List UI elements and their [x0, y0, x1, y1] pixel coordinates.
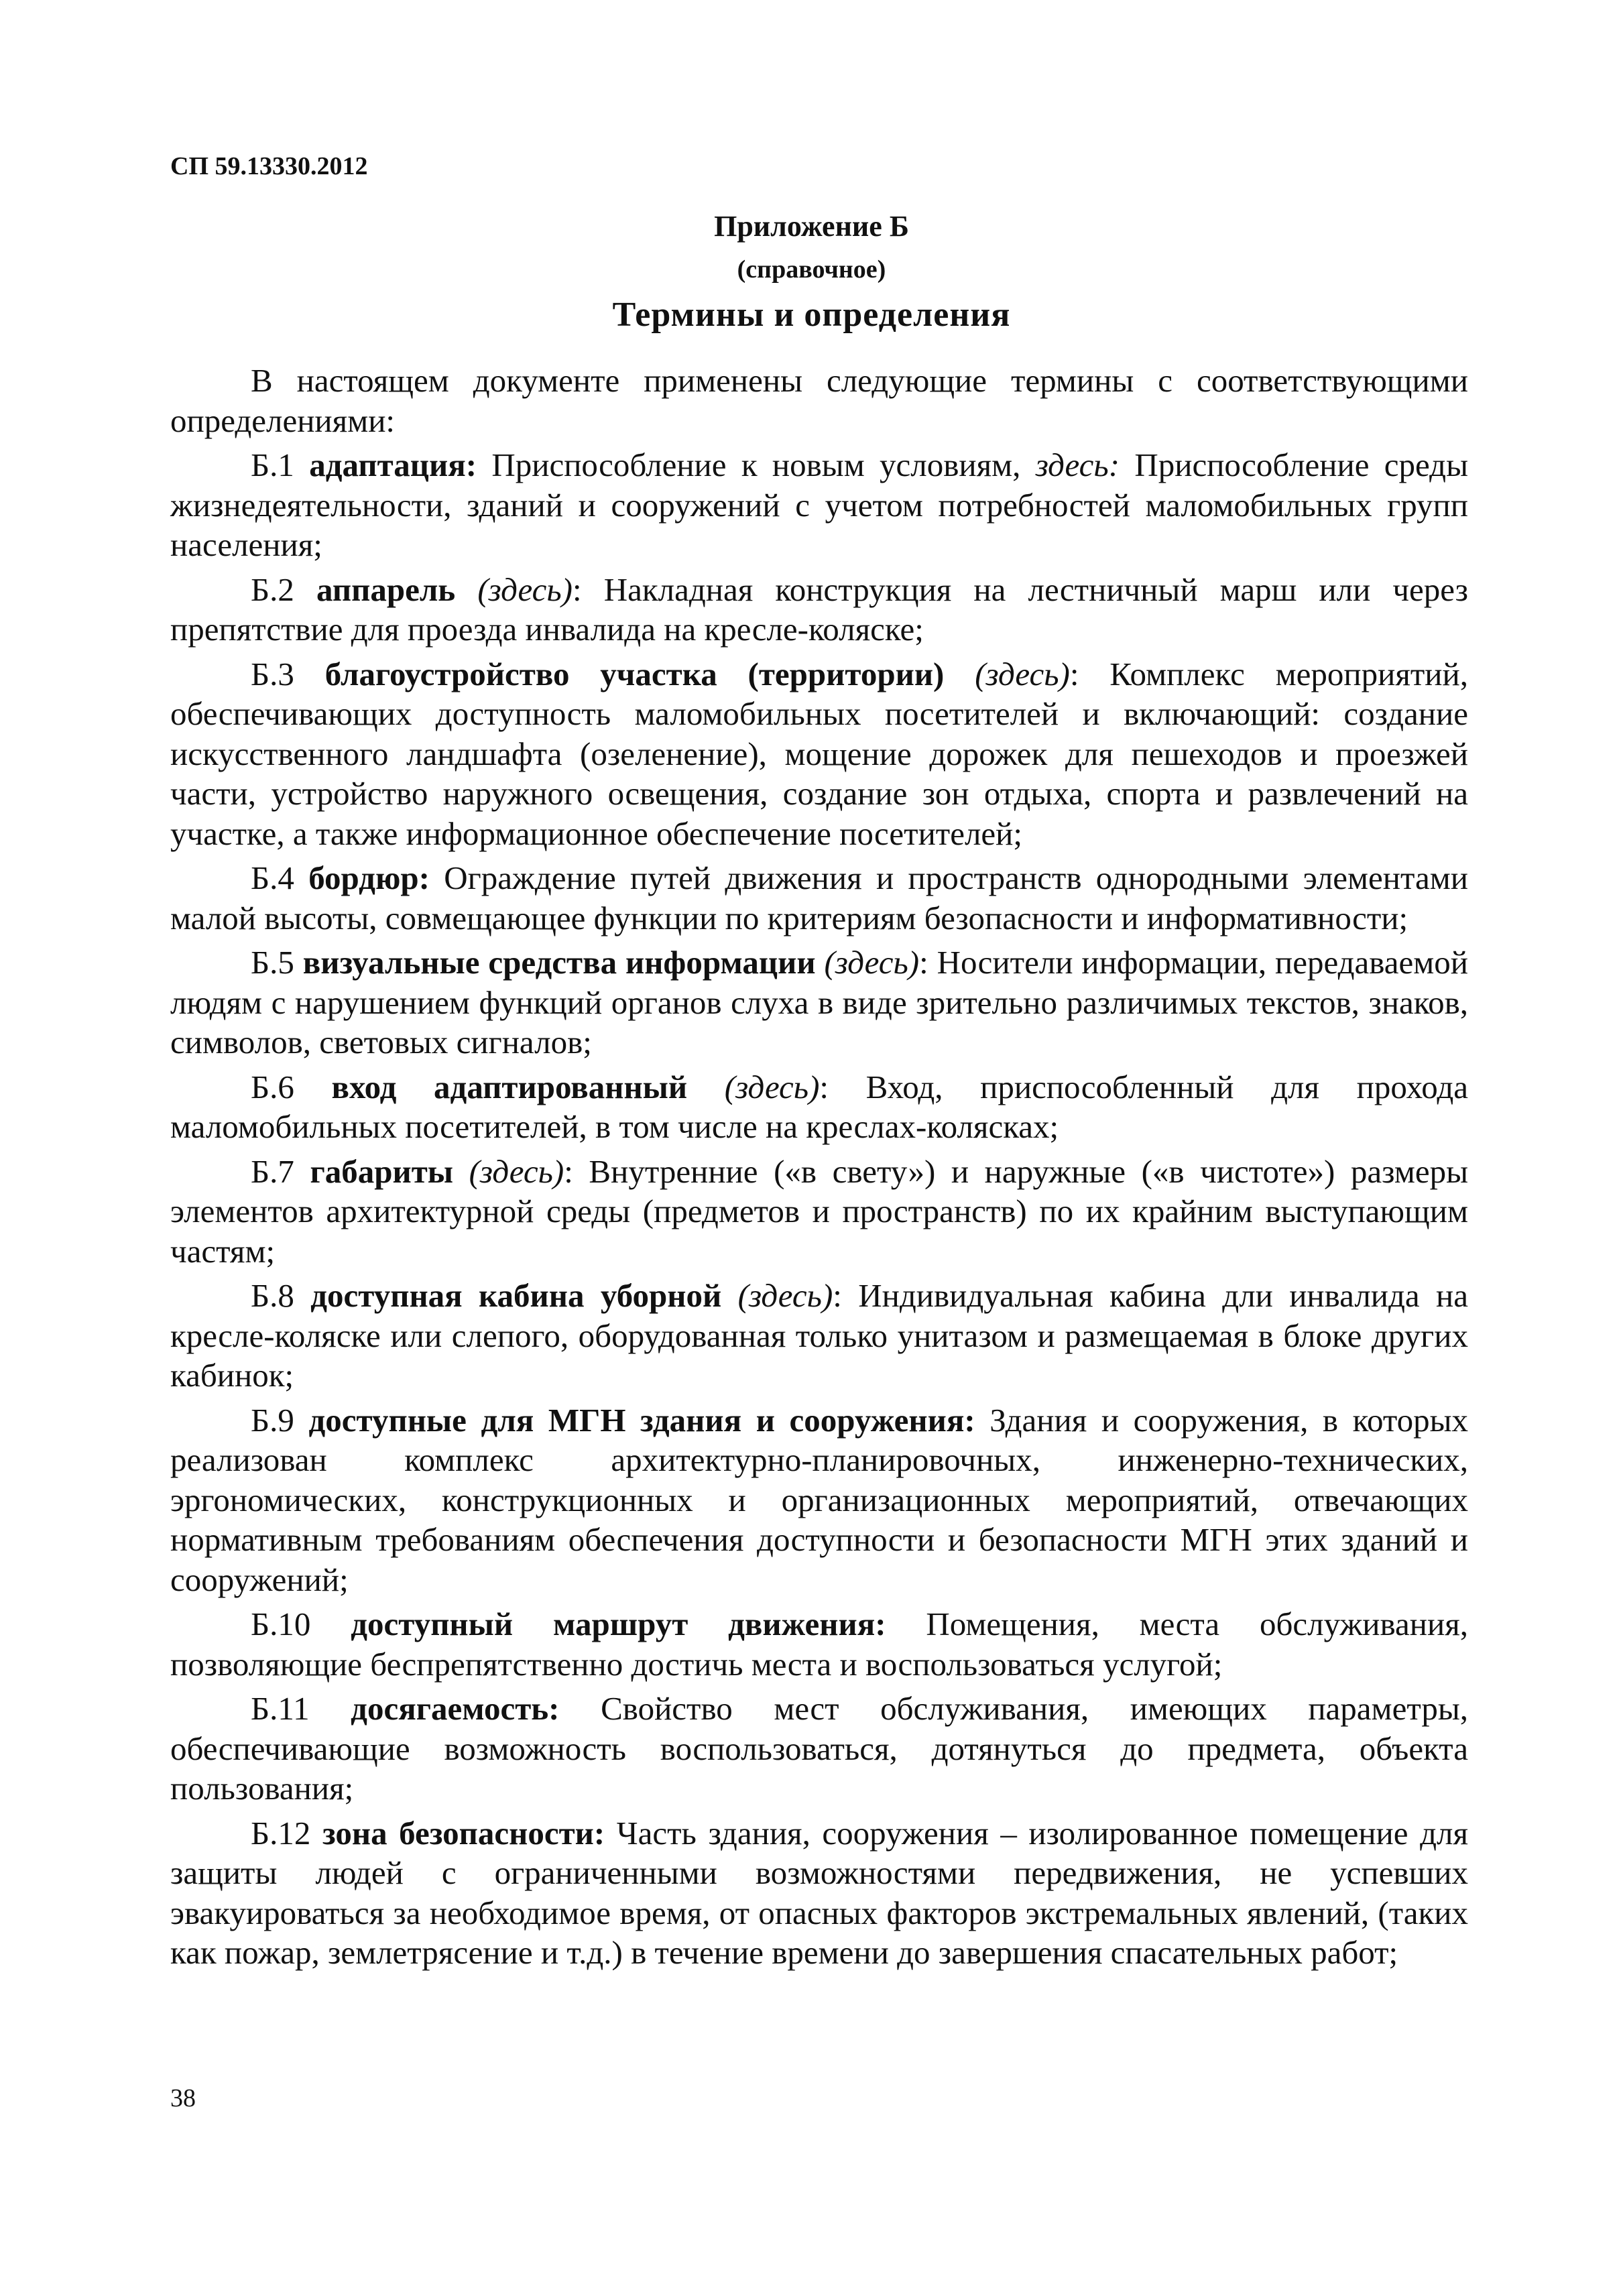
definition-paragraph: [170, 445, 1468, 565]
definition-paragraph: [170, 1400, 1468, 1600]
definition-text: Ограждение путей движения и пространств однородными элементами малой высоты, совмещающее функции по критериям безопасности и информативности;: [170, 859, 1469, 936]
page-number: 38: [170, 2084, 196, 2112]
entry-number: Б.9: [251, 1401, 294, 1439]
term: адаптация:: [309, 446, 477, 483]
section-title: Термины и определения: [612, 296, 1011, 334]
document-code: СП 59.13330.2012: [170, 152, 368, 180]
definition-text: Приспособление к новым условиям,: [477, 446, 1036, 483]
definition-text: : Комплекс мероприятий, обеспечивающих доступность маломобильных посетителей и включающий: создание искусственного ландшафта (озеленение), мощение дорожек для пешеходов и проезжей части, устройство наружного освещения, создание зон отдыха, спорта и развлечений на участке, а также информационное обеспечение посетителей;: [170, 655, 1468, 852]
definition-text: [721, 1277, 737, 1314]
definition-paragraph: [170, 943, 1468, 1063]
definition-text: : Индивидуальная кабина дли инвалида на кресле-коляске или слепого, оборудованная только унитазом и размещаемая в блоке других кабинок;: [170, 1277, 1469, 1394]
term-qualifier: (здесь): [737, 1277, 833, 1314]
term: аппарель: [316, 570, 456, 608]
term: досягаемость:: [351, 1690, 560, 1727]
intro-paragraph: В настоящем документе применены следующие термины с соответствующими определениями:: [170, 362, 1468, 439]
term-qualifier: (здесь): [724, 1068, 820, 1105]
appendix-title: Приложение Б: [714, 210, 909, 243]
entry-number: Б.1: [251, 446, 294, 483]
entry-number: Б.7: [251, 1152, 294, 1190]
term: бордюр:: [308, 859, 430, 896]
term: вход адаптированный: [331, 1068, 688, 1105]
definition-text: [453, 1153, 469, 1190]
term: доступная кабина уборной: [310, 1277, 722, 1314]
definition-text: : Внутренние («в свету») и наружные («в чистоте») размеры элементов архитектурной среды (предметов и пространств) по их крайним выступающим частям;: [170, 1152, 1469, 1270]
entry-number: Б.2: [251, 570, 294, 608]
definition-paragraph: [170, 654, 1468, 854]
term-qualifier: (здесь): [469, 1152, 564, 1190]
definition-text: Часть здания, сооружения – изолированное помещение для защиты людей с ограниченными возможностями передвижения, не успевших эвакуироваться за необходимое время, от опасных факторов экстремальных явлений, (таких как пожар, землетрясение и т.д.) в течение времени до завершения спасательных работ;: [170, 1814, 1468, 1971]
definition-paragraph: [170, 1604, 1468, 1684]
document-body: [170, 361, 1468, 1978]
definition-paragraph: [170, 1813, 1468, 1973]
term: благоустройство участка (территории): [324, 655, 945, 692]
definition-text: : Накладная конструкция на лестничный марш или через препятствие для проезда инвалида на кресле-коляске;: [170, 570, 1469, 648]
definition-text: : Носители информации, передаваемой людям с нарушением функций органов слуха в виде зрительно различимых текстов, знаков, символов, световых сигналов;: [170, 944, 1468, 1061]
definition-paragraph: [170, 1276, 1468, 1396]
entry-number: Б.12: [251, 1814, 311, 1852]
definition-text: [455, 571, 477, 608]
entry-number: Б.4: [251, 859, 294, 896]
term: визуальные средства информации: [302, 944, 816, 981]
definition-text: : Вход, приспособленный для прохода маломобильных посетителей, в том числе на креслах-колясках;: [170, 1068, 1469, 1145]
entry-number: Б.11: [251, 1690, 310, 1727]
appendix-subtitle: (справочное): [737, 255, 886, 284]
definition-text: Здания и сооружения, в которых реализован комплекс архитектурно-планировочных, инженерно-технических, эргономических, конструкционных и организационных мероприятий, отвечающих нормативным требованиям обеспечения доступности и безопасности МГН этих зданий и сооружений;: [170, 1401, 1469, 1598]
definition-text: [944, 656, 975, 692]
term: доступные для МГН здания и сооружения:: [308, 1401, 975, 1439]
definition-paragraph: [170, 1152, 1468, 1272]
term-qualifier: (здесь): [477, 570, 573, 608]
definition-text: [816, 944, 825, 981]
term-qualifier: (здесь): [975, 655, 1070, 692]
entry-number: Б.10: [251, 1606, 311, 1642]
definition-text: Свойство мест обслуживания, имеющих параметры, обеспечивающие возможность воспользоваться, дотянуться до предмета, объекта пользования;: [170, 1690, 1468, 1807]
term: зона безопасности:: [322, 1814, 605, 1852]
entry-number: Б.3: [251, 655, 294, 692]
term-qualifier: (здесь): [824, 944, 920, 981]
term: габариты: [310, 1152, 454, 1190]
definition-text: Помещения, места обслуживания, позволяющие беспрепятственно достичь места и воспользоваться услугой;: [170, 1606, 1469, 1683]
definition-paragraph: [170, 570, 1468, 650]
definition-text: [687, 1069, 725, 1105]
entry-number: Б.6: [251, 1068, 294, 1105]
term: доступный маршрут движения:: [351, 1606, 886, 1642]
definition-text: Приспособление среды жизнедеятельности, зданий и сооружений с учетом потребностей маломобильных групп населения;: [170, 446, 1469, 563]
entry-number: Б.5: [251, 944, 294, 981]
definition-paragraph: [170, 1689, 1468, 1809]
term-qualifier: здесь:: [1035, 446, 1120, 483]
definition-paragraph: [170, 858, 1468, 938]
entry-number: Б.8: [251, 1277, 294, 1314]
definition-paragraph: [170, 1067, 1468, 1147]
